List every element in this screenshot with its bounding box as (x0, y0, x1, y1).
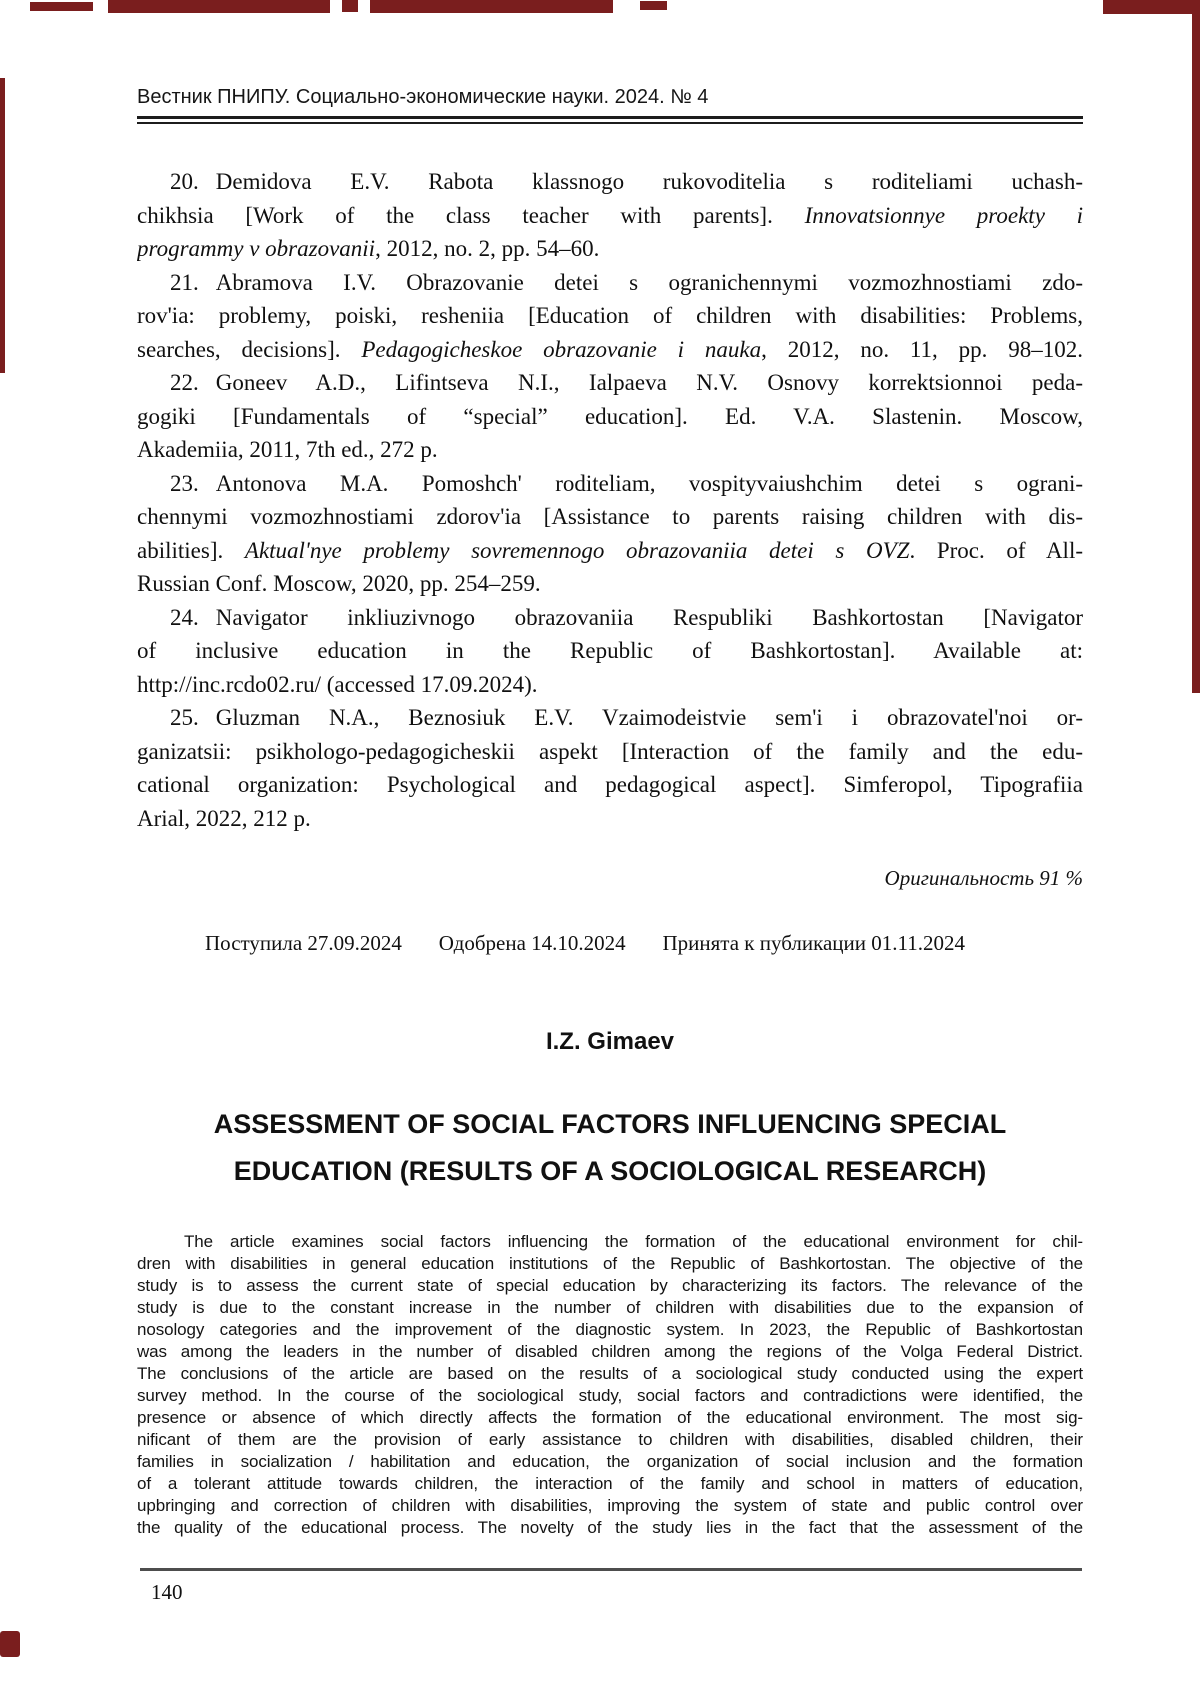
page-number: 140 (151, 1580, 183, 1604)
reference-24-line (137, 634, 1083, 668)
abstract-line: The conclusions of the article are based on the results of a sociological study conducted using the expert (137, 1364, 1083, 1383)
reference-25-line (137, 802, 1083, 836)
article-title-line2: EDUCATION (RESULTS OF A SOCIOLOGICAL RESEARCH) (233, 1156, 987, 1186)
reference-text: http://inc.rcdo02.ru/ (accessed 17.09.2024). (137, 671, 538, 697)
reference-text: rov'ia: problemy, poiski, resheniia [Education of children with disabilities: Problems, (137, 303, 1083, 328)
reference-number: 21. (170, 269, 199, 295)
article-dates (137, 929, 1083, 957)
abstract-line: presence or absence of which directly affects the formation of the educational environment. The most sig- (137, 1408, 1083, 1427)
reference-23-line (137, 567, 1083, 601)
reference-text: gogiki [Fundamentals of “special” education]. Ed. V.A. Slastenin. Moscow, (137, 403, 1083, 429)
abstract-line: families in socialization / habilitation and education, the organization of social inclusion and the formation (137, 1452, 1083, 1471)
reference-source-italic: Innovatsionnye proekty i (804, 202, 1083, 228)
article-title-line1: ASSESSMENT OF SOCIAL FACTORS INFLUENCING SPECIAL (213, 1109, 1007, 1139)
reference-22-line (137, 366, 1083, 400)
author-name: I.Z. Gimaev (545, 1028, 675, 1055)
header-rule (137, 116, 1083, 124)
scan-artifact-top-1 (30, 2, 93, 11)
abstract-line: survey method. In the course of the sociological study, social factors and contradictions were identified, the (137, 1386, 1083, 1405)
scan-artifact-top-5 (640, 1, 667, 10)
reference-text: Antonova M.A. Pomoshch' roditeliam, vospityvaiushchim detei s ograni- (215, 470, 1083, 496)
article-title (137, 1101, 1083, 1195)
scan-artifact-top-2 (108, 0, 330, 13)
scan-artifact-right-edge (1192, 0, 1200, 693)
reference-25-line (137, 735, 1083, 769)
reference-number: 25. (170, 705, 199, 730)
reference-23-line (137, 467, 1083, 501)
abstract (137, 1231, 1083, 1539)
reference-22-line (137, 433, 1083, 467)
reference-24-line (137, 601, 1083, 635)
scan-artifact-bottom-left (0, 1631, 20, 1657)
reference-text: , 2012, no. 2, pp. 54–60. (375, 236, 600, 261)
reference-text: of inclusive education in the Republic of Bashkortostan]. Available at: (137, 638, 1083, 663)
reference-22-line (137, 400, 1083, 434)
reference-20-line (137, 232, 1083, 266)
reference-text: , 2012, no. 11, pp. 98–102. (761, 336, 1083, 362)
reference-23-line (137, 500, 1083, 534)
reference-24-line (137, 668, 1083, 702)
references-list (137, 165, 1083, 835)
reference-number: 24. (170, 604, 199, 630)
reference-text: ganizatsii: psikhologo-pedagogicheskii aspekt [Interaction of the family and the edu- (137, 738, 1083, 764)
abstract-line: study is due to the constant increase in the number of children with disabilities due to the expansion of (137, 1298, 1083, 1317)
reference-text: Akademiia, 2011, 7th ed., 272 p. (137, 437, 438, 462)
scan-artifact-left-edge (0, 78, 5, 373)
abstract-line: of a tolerant attitude towards children, the interaction of the family and school in matters of education, (137, 1474, 1083, 1493)
journal-header: Вестник ПНИПУ. Социально-экономические науки. 2024. № 4 (137, 86, 709, 108)
abstract-line: the quality of the educational process. The novelty of the study lies in the fact that the assessment of the (137, 1518, 1083, 1537)
abstract-line: study is to assess the current state of special education by characterizing its factors. The relevance of the (137, 1276, 1083, 1295)
reference-text: Navigator inkliuzivnogo obrazovaniia Respubliki Bashkortostan [Navigator (215, 604, 1083, 630)
footer-rule (140, 1568, 1082, 1571)
reference-text: chennymi vozmozhnostiami zdorov'ia [Assistance to parents raising children with dis- (137, 504, 1083, 529)
abstract-line: nificant of them are the provision of early assistance to children with disabilities, disabled children, their (137, 1430, 1083, 1449)
reference-21-line (137, 299, 1083, 333)
abstract-line: nosology categories and the improvement of the diagnostic system. In 2023, the Republic of Bashkortostan (137, 1320, 1083, 1339)
reference-number: 20. (170, 169, 199, 194)
date-received: Поступила 27.09.2024 (205, 931, 402, 955)
reference-source-italic: Aktual'nye problemy sovremennogo obrazovaniia detei s OVZ (244, 537, 910, 563)
reference-23-line (137, 534, 1083, 568)
originality-note: Оригинальность 91 % (884, 866, 1083, 890)
reference-source-italic: programmy v obrazovanii (137, 236, 376, 261)
reference-text: Goneev A.D., Lifintseva N.I., Ialpaeva N.V. Osnovy korrektsionnoi peda- (215, 370, 1083, 395)
reference-text: Gluzman N.A., Beznosiuk E.V. Vzaimodeistvie sem'i i obrazovatel'noi or- (215, 705, 1083, 730)
abstract-line: was among the leaders in the number of disabled children among the regions of the Volga Federal District. (137, 1342, 1083, 1361)
scan-artifact-top-4 (370, 0, 613, 13)
reference-25-line (137, 768, 1083, 802)
reference-number: 23. (170, 470, 199, 496)
reference-text: cational organization: Psychological and pedagogical aspect]. Simferopol, Tipografiia (137, 772, 1083, 797)
date-accepted: Принята к публикации 01.11.2024 (662, 931, 965, 955)
reference-text: . Proc. of All- (909, 537, 1083, 563)
date-approved: Одобрена 14.10.2024 (438, 931, 626, 955)
reference-number: 22. (170, 370, 199, 395)
reference-21-line (137, 266, 1083, 300)
reference-21-line (137, 333, 1083, 367)
abstract-line: dren with disabilities in general education institutions of the Republic of Bashkortostan. The objective of the (137, 1254, 1083, 1273)
reference-text: Abramova I.V. Obrazovanie detei s ogranichennymi vozmozhnostiami zdo- (215, 269, 1083, 295)
abstract-line: The article examines social factors influencing the formation of the educational environment for chil- (184, 1232, 1083, 1251)
reference-20-line (137, 165, 1083, 199)
abstract-line: upbringing and correction of children with disabilities, improving the system of state and public control over (137, 1496, 1083, 1515)
reference-20-line (137, 199, 1083, 233)
scan-artifact-top-3 (342, 0, 358, 12)
reference-25-line (137, 701, 1083, 735)
reference-text: abilities]. (137, 537, 245, 563)
reference-text: searches, decisions]. (137, 336, 362, 362)
page-content (137, 0, 1083, 1539)
reference-text: Demidova E.V. Rabota klassnogo rukovoditelia s roditeliami uchash- (215, 169, 1083, 194)
reference-text: Arial, 2022, 212 p. (137, 805, 311, 831)
reference-source-italic: Pedagogicheskoe obrazovanie i nauka (361, 336, 762, 362)
scan-artifact-top-right (1103, 0, 1200, 14)
reference-text: Russian Conf. Moscow, 2020, pp. 254–259. (137, 571, 541, 596)
reference-text: chikhsia [Work of the class teacher with parents]. (137, 202, 805, 228)
